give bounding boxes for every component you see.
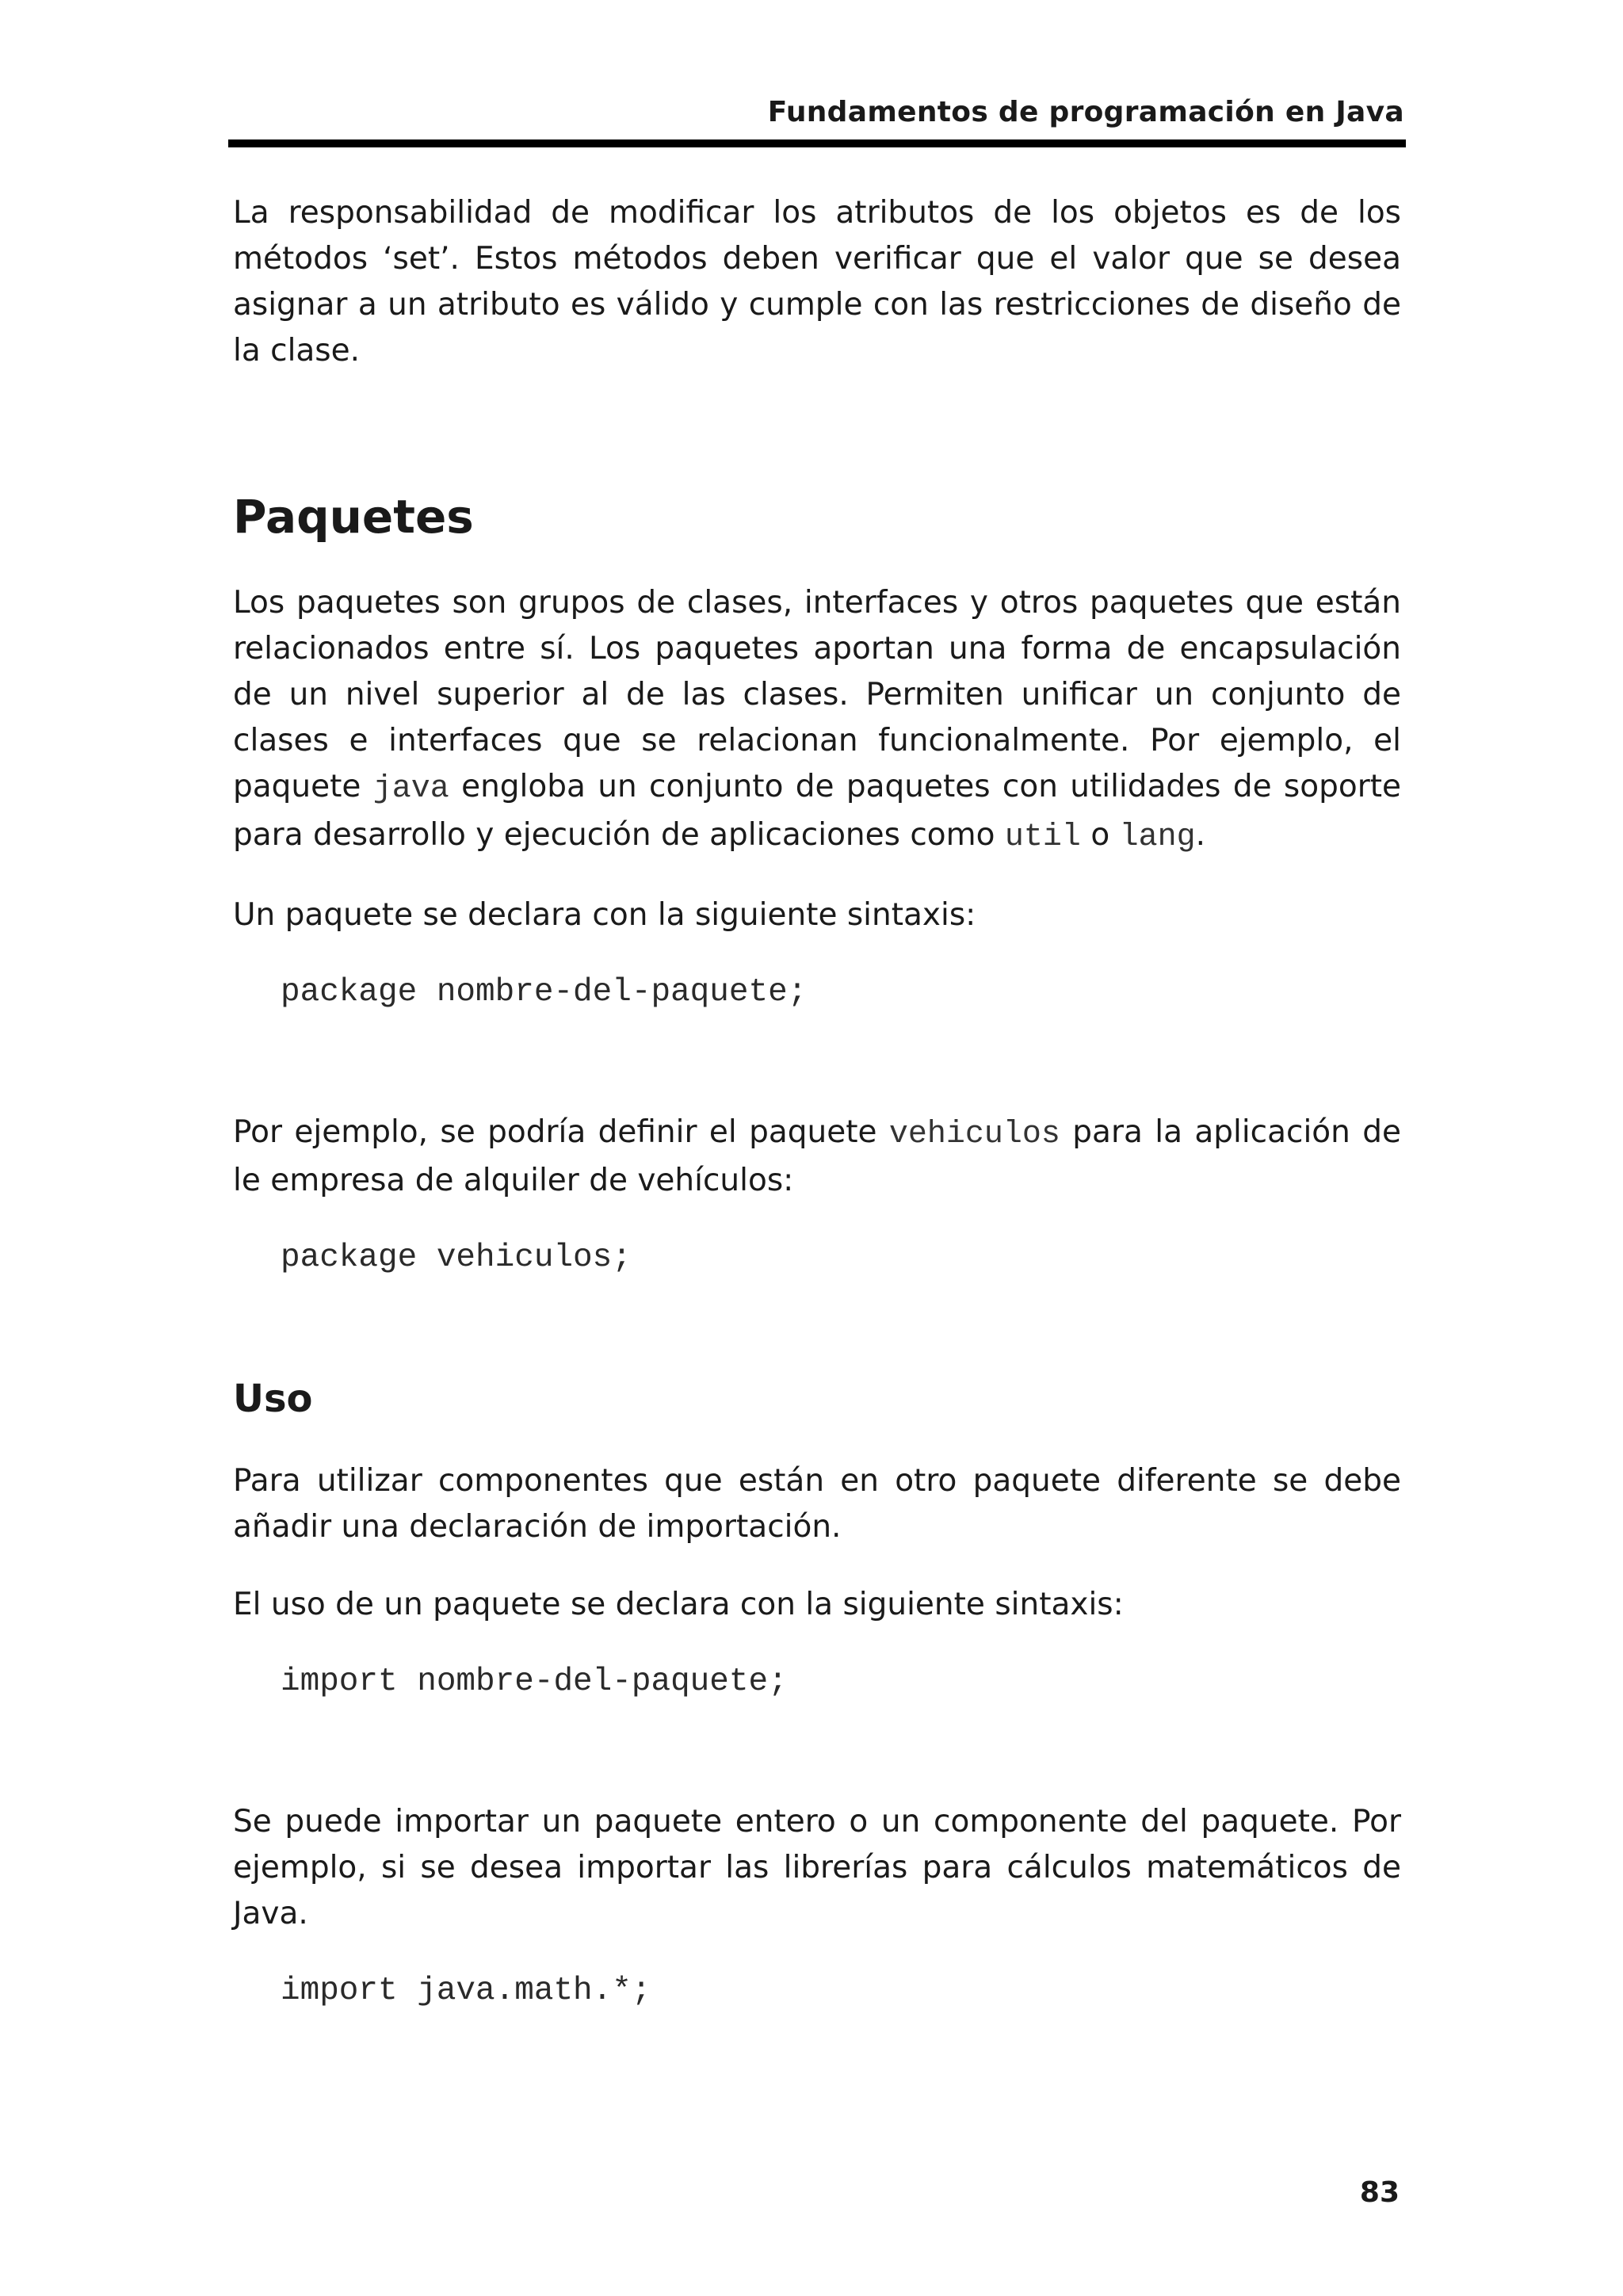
paquetes-p3-text-before: Por ejemplo, se podría definir el paquete [233,1114,889,1150]
header-rule [228,139,1406,147]
paquetes-paragraph-1 [233,580,1401,861]
uso-paragraph-3: Se puede importar un paquete entero o un componente del paquete. Por ejemplo, si se desea importar las librerías para cálculos matemáticos de Java. [233,1804,1401,1931]
page-number: 83 [1359,2176,1400,2209]
code-import-java-math: import java.math.*; [281,1973,651,2009]
code-package-vehiculos: package vehiculos; [281,1240,632,1276]
section-heading-paquetes: Paquetes [233,490,474,544]
paquetes-paragraph-3 [233,1110,1401,1204]
paquetes-paragraph-2: Un paquete se declara con la siguiente sintaxis: [233,897,976,933]
paquetes-p1-text-o: o [1080,817,1120,853]
code-package-declaration: package nombre-del-paquete; [281,974,808,1010]
running-header: Fundamentos de programación en Java [767,96,1404,128]
intro-paragraph: La responsabilidad de modificar los atributos de los objetos es de los métodos ‘set’. Estos métodos deben verificar que el valor que se desea asignar a un atributo es válido y cumple con las restricciones de diseño de la clase. [233,195,1401,369]
paquetes-p1-text-end: . [1195,817,1206,853]
inline-code-lang: lang [1119,819,1196,855]
inline-code-java: java [372,771,449,807]
uso-paragraph-2: El uso de un paquete se declara con la siguiente sintaxis: [233,1587,1124,1622]
inline-code-vehiculos: vehiculos [888,1117,1060,1152]
paquetes-p1-text-middle: engloba un conjunto de paquetes con utilidades de soporte para desarrollo y ejecución de aplicaciones como [233,769,1402,853]
inline-code-util: util [1004,819,1081,855]
uso-paragraph-1: Para utilizar componentes que están en otro paquete diferente se debe añadir una declaración de importación. [233,1463,1401,1545]
page-content [233,190,1401,2013]
paquetes-p1-text-before: Los paquetes son grupos de clases, interfaces y otros paquetes que están relacionados entre sí. Los paquetes aportan una forma de encapsulación de un nivel superior al de las clases. Permiten unificar un conjunto de clases e interfaces que se relacionan funcionalmente. Por ejemplo, el paquete [233,585,1401,804]
paquetes-p3-text-after: para la aplicación de le empresa de alquiler de vehículos: [233,1114,1401,1198]
section-heading-uso: Uso [233,1377,313,1421]
code-import-declaration: import nombre-del-paquete; [281,1664,788,1700]
